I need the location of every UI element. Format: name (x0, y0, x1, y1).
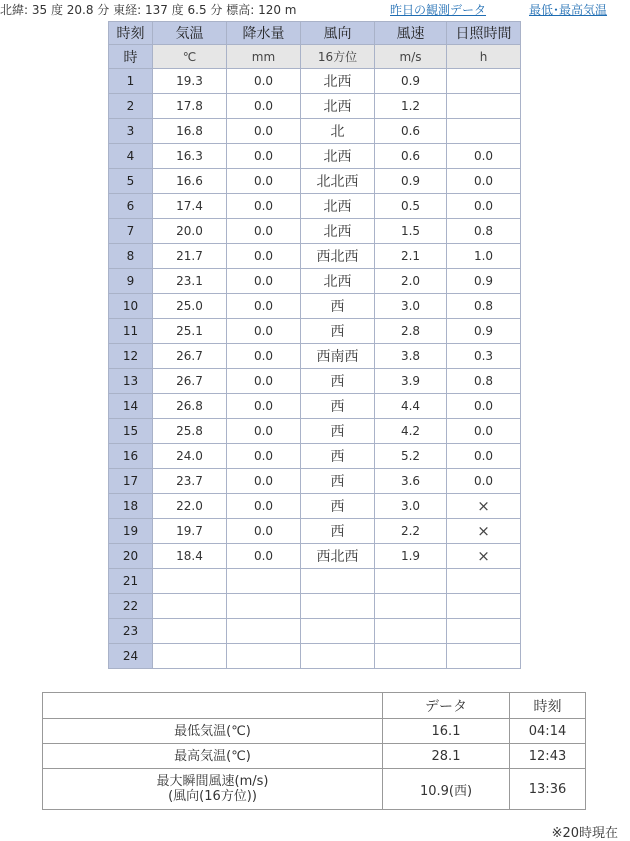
table-row (109, 569, 521, 594)
table-row (109, 644, 521, 669)
summary-label-line1: 最大瞬間風速(m/s) (156, 774, 269, 789)
unit-temperature: ℃ (153, 45, 227, 69)
cell-precipitation: 0.0 (227, 119, 301, 144)
table-row (109, 294, 521, 319)
cell-precipitation: 0.0 (227, 394, 301, 419)
summary-row-max-temp (43, 744, 586, 769)
cell-hour: 14 (109, 394, 153, 419)
cell-wind-direction: 北西 (301, 144, 375, 169)
cell-sunshine: × (447, 494, 521, 519)
table-row (109, 119, 521, 144)
cell-hour: 2 (109, 94, 153, 119)
cell-wind-speed: 3.0 (375, 294, 447, 319)
cell-hour: 20 (109, 544, 153, 569)
cell-sunshine: 0.0 (447, 144, 521, 169)
summary-label: 最高気温(℃) (43, 744, 383, 769)
table-row (109, 269, 521, 294)
summary-row-min-temp (43, 719, 586, 744)
cell-hour: 16 (109, 444, 153, 469)
cell-wind-direction: 西 (301, 319, 375, 344)
table-row (109, 194, 521, 219)
summary-row-max-gust (43, 769, 586, 810)
cell-temperature: 23.1 (153, 269, 227, 294)
cell-precipitation (227, 569, 301, 594)
cell-precipitation: 0.0 (227, 69, 301, 94)
cell-precipitation (227, 644, 301, 669)
cell-temperature: 17.4 (153, 194, 227, 219)
cell-hour: 19 (109, 519, 153, 544)
cell-wind-direction (301, 569, 375, 594)
cell-hour: 4 (109, 144, 153, 169)
min-max-temp-link[interactable]: 最低･最高気温 (529, 3, 608, 17)
cell-sunshine: 0.0 (447, 169, 521, 194)
cell-precipitation: 0.0 (227, 169, 301, 194)
cell-sunshine: 1.0 (447, 244, 521, 269)
cell-wind-speed: 3.9 (375, 369, 447, 394)
table-row (109, 444, 521, 469)
header-sunshine: 日照時間 (447, 22, 521, 45)
cell-wind-speed: 4.4 (375, 394, 447, 419)
cell-wind-direction: 北北西 (301, 169, 375, 194)
cell-temperature: 24.0 (153, 444, 227, 469)
cell-temperature (153, 619, 227, 644)
table-body (109, 69, 521, 669)
cell-wind-speed (375, 619, 447, 644)
yesterday-data-link[interactable]: 昨日の観測データ (390, 3, 487, 17)
cell-hour: 5 (109, 169, 153, 194)
cell-temperature: 17.8 (153, 94, 227, 119)
cell-sunshine: 0.9 (447, 319, 521, 344)
cell-hour: 12 (109, 344, 153, 369)
cell-wind-direction: 西 (301, 394, 375, 419)
footnote: ※20時現在 (551, 826, 618, 841)
cell-temperature: 26.7 (153, 344, 227, 369)
cell-wind-direction: 北西 (301, 269, 375, 294)
cell-sunshine (447, 569, 521, 594)
cell-temperature: 26.7 (153, 369, 227, 394)
cell-wind-direction: 北西 (301, 194, 375, 219)
table-row (109, 594, 521, 619)
unit-wind-speed: m/s (375, 45, 447, 69)
cell-precipitation: 0.0 (227, 194, 301, 219)
cell-hour: 18 (109, 494, 153, 519)
cell-sunshine: 0.8 (447, 219, 521, 244)
cell-temperature: 16.3 (153, 144, 227, 169)
cell-hour: 10 (109, 294, 153, 319)
cell-wind-direction: 北 (301, 119, 375, 144)
cell-wind-direction: 西北西 (301, 244, 375, 269)
cell-precipitation: 0.0 (227, 419, 301, 444)
cell-wind-speed: 3.8 (375, 344, 447, 369)
summary-label: 最低気温(℃) (43, 719, 383, 744)
cell-wind-speed: 2.0 (375, 269, 447, 294)
table-row (109, 69, 521, 94)
cell-hour: 17 (109, 469, 153, 494)
cell-wind-direction (301, 619, 375, 644)
cell-wind-direction: 北西 (301, 69, 375, 94)
table-row (109, 469, 521, 494)
cell-sunshine: 0.8 (447, 294, 521, 319)
cell-precipitation (227, 594, 301, 619)
cell-wind-direction: 北西 (301, 219, 375, 244)
cell-wind-direction: 西 (301, 444, 375, 469)
station-location: 北緯: 35 度 20.8 分 東経: 137 度 6.5 分 標高: 120 m (0, 3, 297, 17)
cell-sunshine: 0.0 (447, 469, 521, 494)
cell-precipitation: 0.0 (227, 444, 301, 469)
summary-time: 12:43 (510, 744, 586, 769)
cell-wind-speed: 5.2 (375, 444, 447, 469)
cell-wind-direction (301, 644, 375, 669)
cell-temperature: 18.4 (153, 544, 227, 569)
cell-hour: 1 (109, 69, 153, 94)
cell-precipitation: 0.0 (227, 294, 301, 319)
cell-hour: 15 (109, 419, 153, 444)
summary-label-line2: (風向(16方位)) (168, 789, 257, 804)
cell-wind-direction: 西 (301, 469, 375, 494)
cell-hour: 23 (109, 619, 153, 644)
cell-temperature: 16.6 (153, 169, 227, 194)
cell-sunshine (447, 594, 521, 619)
cell-temperature: 26.8 (153, 394, 227, 419)
cell-hour: 8 (109, 244, 153, 269)
cell-precipitation: 0.0 (227, 219, 301, 244)
unit-precipitation: mm (227, 45, 301, 69)
table-row (109, 619, 521, 644)
cell-temperature: 20.0 (153, 219, 227, 244)
summary-value: 10.9(西) (383, 769, 510, 810)
hourly-observation-table (108, 21, 521, 669)
cell-hour: 21 (109, 569, 153, 594)
summary-time: 13:36 (510, 769, 586, 810)
table-row (109, 394, 521, 419)
table-row (109, 494, 521, 519)
cell-hour: 24 (109, 644, 153, 669)
cell-temperature (153, 594, 227, 619)
cell-precipitation: 0.0 (227, 269, 301, 294)
table-row (109, 94, 521, 119)
cell-wind-speed: 1.2 (375, 94, 447, 119)
summary-header-label (43, 693, 383, 719)
cell-sunshine: 0.8 (447, 369, 521, 394)
cell-precipitation: 0.0 (227, 544, 301, 569)
cell-wind-speed: 0.9 (375, 169, 447, 194)
cell-temperature: 19.7 (153, 519, 227, 544)
cell-precipitation: 0.0 (227, 319, 301, 344)
cell-temperature: 23.7 (153, 469, 227, 494)
cell-sunshine: 0.0 (447, 194, 521, 219)
table-row (109, 419, 521, 444)
table-row (109, 144, 521, 169)
cell-wind-speed: 1.5 (375, 219, 447, 244)
cell-wind-speed: 2.2 (375, 519, 447, 544)
cell-sunshine (447, 119, 521, 144)
summary-value: 16.1 (383, 719, 510, 744)
daily-summary-table (42, 692, 586, 810)
cell-sunshine: 0.0 (447, 394, 521, 419)
cell-wind-direction: 西南西 (301, 344, 375, 369)
cell-hour: 6 (109, 194, 153, 219)
unit-sunshine: h (447, 45, 521, 69)
cell-hour: 9 (109, 269, 153, 294)
cell-temperature (153, 644, 227, 669)
cell-wind-direction: 北西 (301, 94, 375, 119)
table-row (109, 244, 521, 269)
cell-precipitation: 0.0 (227, 369, 301, 394)
header-wind-speed: 風速 (375, 22, 447, 45)
cell-wind-speed: 0.5 (375, 194, 447, 219)
cell-wind-speed: 3.0 (375, 494, 447, 519)
cell-hour: 22 (109, 594, 153, 619)
cell-temperature: 25.1 (153, 319, 227, 344)
cell-temperature: 21.7 (153, 244, 227, 269)
cell-sunshine: 0.3 (447, 344, 521, 369)
cell-sunshine: 0.9 (447, 269, 521, 294)
cell-sunshine: × (447, 519, 521, 544)
cell-wind-direction: 西北西 (301, 544, 375, 569)
cell-wind-direction: 西 (301, 294, 375, 319)
cell-hour: 13 (109, 369, 153, 394)
unit-hour: 時 (109, 45, 153, 69)
cell-wind-speed: 0.6 (375, 119, 447, 144)
table-header-row (109, 22, 521, 45)
header-bar (0, 0, 630, 20)
cell-temperature: 25.0 (153, 294, 227, 319)
cell-wind-direction: 西 (301, 494, 375, 519)
cell-wind-direction: 西 (301, 519, 375, 544)
cell-wind-speed: 1.9 (375, 544, 447, 569)
header-hour: 時刻 (109, 22, 153, 45)
summary-value: 28.1 (383, 744, 510, 769)
cell-precipitation: 0.0 (227, 469, 301, 494)
table-units-row (109, 45, 521, 69)
cell-hour: 3 (109, 119, 153, 144)
table-row (109, 344, 521, 369)
cell-precipitation: 0.0 (227, 244, 301, 269)
cell-precipitation: 0.0 (227, 344, 301, 369)
header-wind-direction: 風向 (301, 22, 375, 45)
cell-wind-direction: 西 (301, 369, 375, 394)
unit-wind-direction: 16方位 (301, 45, 375, 69)
cell-hour: 7 (109, 219, 153, 244)
cell-precipitation (227, 619, 301, 644)
cell-wind-speed (375, 594, 447, 619)
cell-wind-direction: 西 (301, 419, 375, 444)
cell-temperature: 16.8 (153, 119, 227, 144)
summary-time: 04:14 (510, 719, 586, 744)
header-precipitation: 降水量 (227, 22, 301, 45)
cell-sunshine (447, 619, 521, 644)
cell-precipitation: 0.0 (227, 519, 301, 544)
cell-wind-speed (375, 644, 447, 669)
cell-sunshine: × (447, 544, 521, 569)
cell-wind-speed: 0.6 (375, 144, 447, 169)
summary-header-row (43, 693, 586, 719)
cell-temperature: 19.3 (153, 69, 227, 94)
cell-wind-speed: 0.9 (375, 69, 447, 94)
summary-header-time: 時刻 (510, 693, 586, 719)
table-row (109, 519, 521, 544)
cell-precipitation: 0.0 (227, 494, 301, 519)
cell-temperature (153, 569, 227, 594)
cell-sunshine (447, 94, 521, 119)
cell-sunshine (447, 69, 521, 94)
table-row (109, 319, 521, 344)
table-row (109, 544, 521, 569)
cell-temperature: 25.8 (153, 419, 227, 444)
cell-wind-speed: 3.6 (375, 469, 447, 494)
cell-hour: 11 (109, 319, 153, 344)
cell-sunshine (447, 644, 521, 669)
cell-wind-direction (301, 594, 375, 619)
table-row (109, 219, 521, 244)
cell-temperature: 22.0 (153, 494, 227, 519)
cell-precipitation: 0.0 (227, 144, 301, 169)
cell-sunshine: 0.0 (447, 419, 521, 444)
header-temperature: 気温 (153, 22, 227, 45)
summary-label (43, 769, 383, 810)
cell-wind-speed: 2.8 (375, 319, 447, 344)
table-row (109, 169, 521, 194)
summary-header-data: データ (383, 693, 510, 719)
table-row (109, 369, 521, 394)
cell-wind-speed (375, 569, 447, 594)
cell-precipitation: 0.0 (227, 94, 301, 119)
cell-sunshine: 0.0 (447, 444, 521, 469)
cell-wind-speed: 4.2 (375, 419, 447, 444)
cell-wind-speed: 2.1 (375, 244, 447, 269)
